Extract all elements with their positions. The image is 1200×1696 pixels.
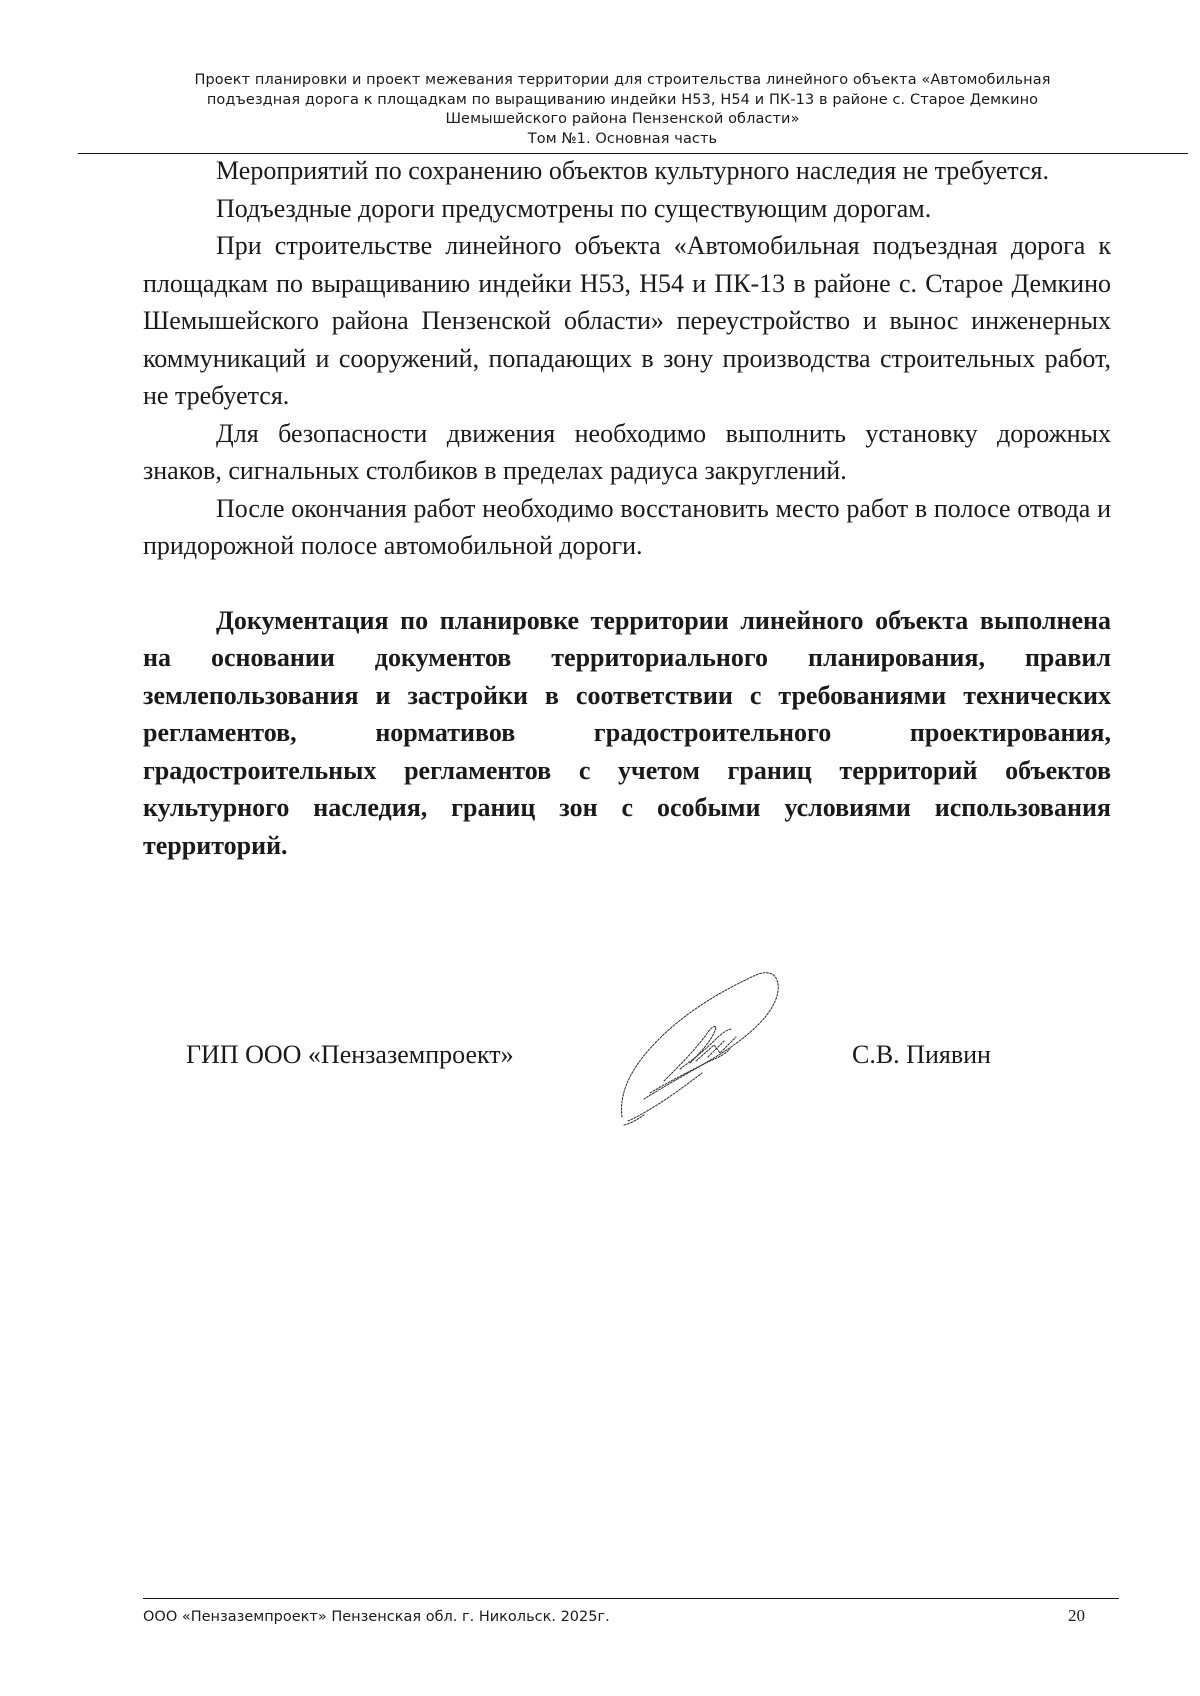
document-body xyxy=(143,152,1111,864)
header-line-1: Проект планировки и проект межевания территории для строительства линейного объекта «Автомобильная xyxy=(194,72,1051,88)
header-volume: Том №1. Основная часть xyxy=(527,130,718,147)
footer-divider xyxy=(143,1598,1119,1599)
paragraph-restoration: После окончания работ необходимо восстановить место работ в полосе отвода и придорожной полосе автомобильной дороги. xyxy=(143,493,1111,560)
header-line-2: подъездная дорога к площадкам по выращиванию индейки Н53, Н54 и ПК-13 в районе с. Старое Демкино xyxy=(206,91,1039,108)
handwritten-signature xyxy=(610,965,790,1135)
header-line-3: Шемышейского района Пензенской области» xyxy=(445,111,800,127)
signer-position: ГИП ООО «Пензаземпроект» xyxy=(186,1040,514,1069)
signer-name: С.В. Пиявин xyxy=(852,1040,991,1069)
paragraph-conclusion: Документация по планировке территории линейного объекта выполнена на основании документов территориального планирования, правил землепользования и застройки в соответствии с требованиями технических регламентов, нормативов градостроительного проектирования, градостроительных регламентов с учетом границ территорий объектов культурного наследия, границ зон с особыми условиями использования территорий. xyxy=(143,605,1111,860)
paragraph-cultural-heritage: Мероприятий по сохранению объектов культурного наследия не требуется. xyxy=(216,156,1049,185)
paragraph-access-roads: Подъездные дороги предусмотрены по существующим дорогам. xyxy=(216,193,932,223)
footer-organization: ООО «Пензаземпроект» Пензенская обл. г. Никольск. 2025г. xyxy=(143,1609,610,1625)
paragraph-utilities: При строительстве линейного объекта «Автомобильная подъездная дорога к площадкам по выращиванию индейки Н53, Н54 и ПК-13 в районе с. Старое Демкино Шемышейского района Пензенской области» переустройство и вынос инженерных коммуникаций и сооружений, попадающих в зону производства строительных работ, не требуется. xyxy=(143,231,1111,410)
paragraph-traffic-safety: Для безопасности движения необходимо выполнить установку дорожных знаков, сигнальных столбиков в пределах радиуса закруглений. xyxy=(143,418,1111,485)
page-number: 20 xyxy=(1068,1606,1085,1625)
page-header xyxy=(150,71,1095,149)
